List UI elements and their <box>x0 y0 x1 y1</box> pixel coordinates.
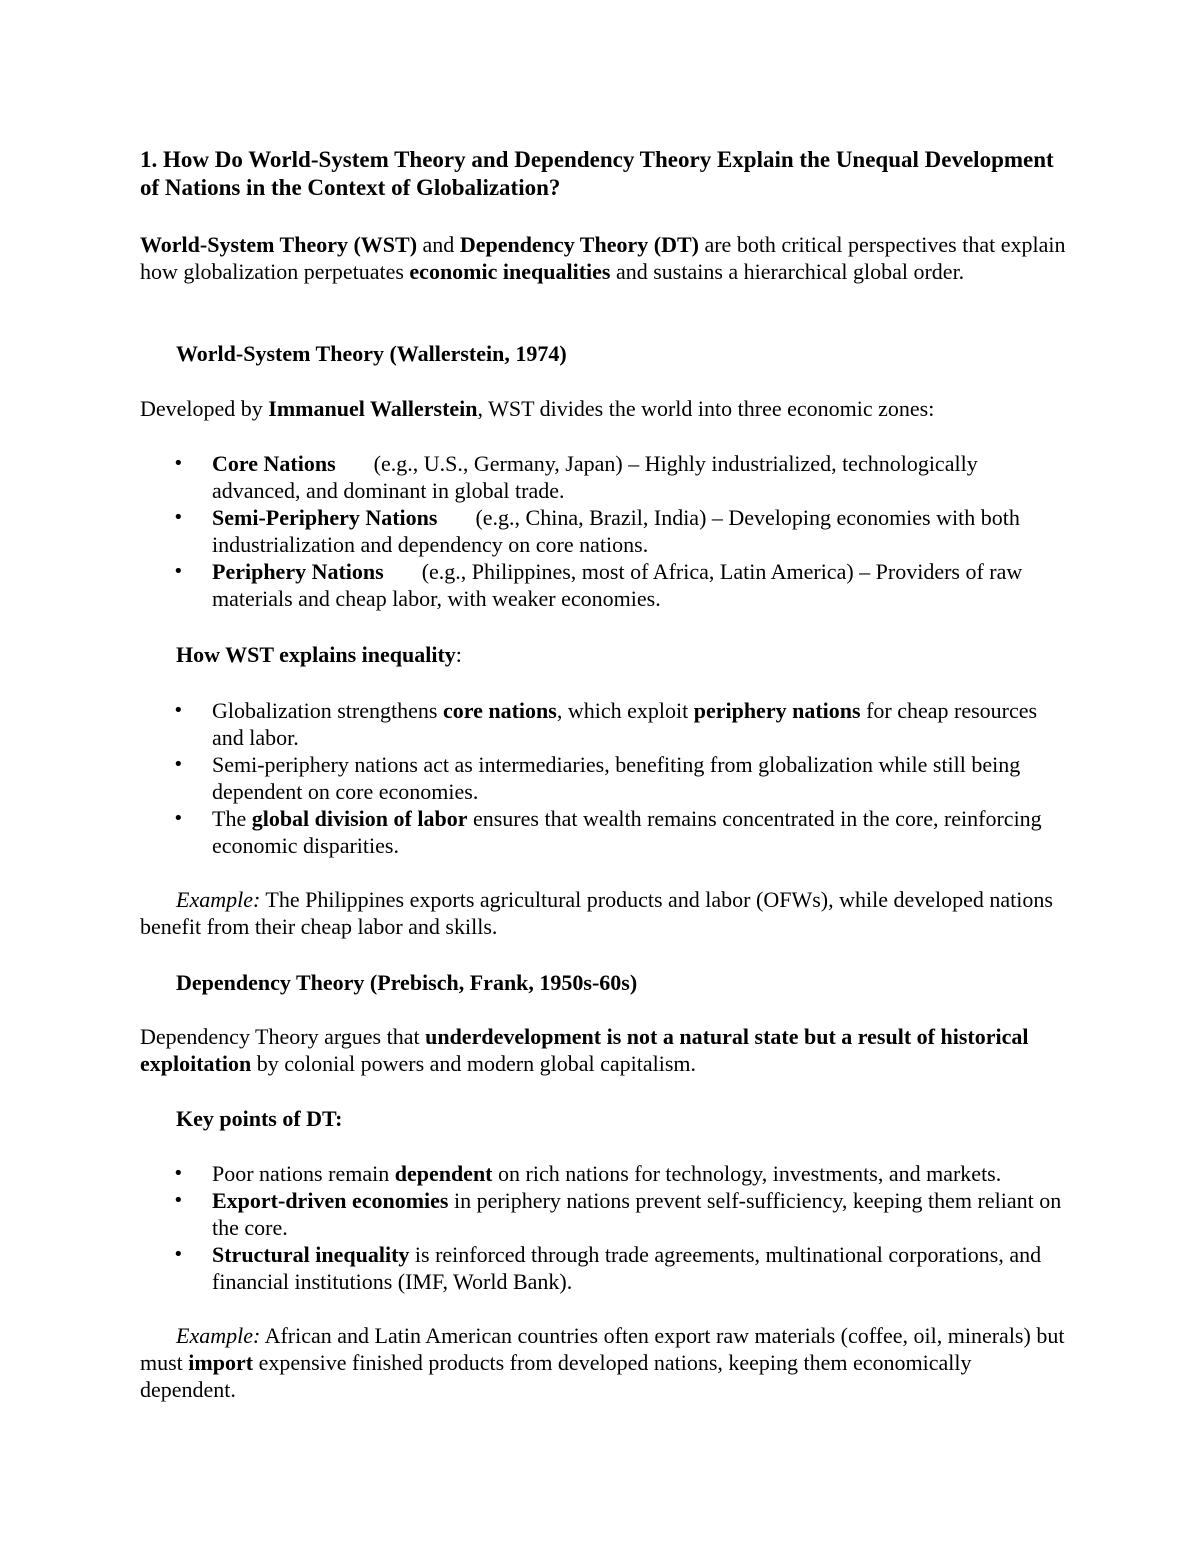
point-text: The <box>212 806 252 831</box>
example-label: Example: <box>176 1323 261 1348</box>
zone-text: (e.g., U.S., Germany, Japan) – Highly industrialized, technologically advanced, and dominant in global trade. <box>212 451 978 503</box>
point-text: ensures that wealth remains concentrated in the core, reinforcing economic disparities. <box>212 806 1042 858</box>
point-text: Poor nations remain <box>212 1161 395 1186</box>
dt-key-heading <box>176 1105 1070 1132</box>
example-text: expensive finished products from developed nations, keeping them economically dependent. <box>140 1350 972 1402</box>
example-text: African and Latin American countries often export raw materials (coffee, oil, minerals) but must <box>140 1323 1065 1375</box>
zone-name: Semi-Periphery Nations <box>212 505 438 530</box>
example-paragraph-1 <box>140 886 1070 940</box>
point-bold: core nations <box>442 698 557 723</box>
intro-term-wst: World-System Theory (WST) <box>140 232 418 257</box>
intro-term-inequalities: economic inequalities <box>409 259 611 284</box>
zone-text: (e.g., Philippines, most of Africa, Latin America) – Providers of raw materials and cheap labor, with weaker economies. <box>212 559 1023 611</box>
example-text: The Philippines exports agricultural products and labor (OFWs), while developed nations benefit from their cheap labor and skills. <box>140 887 1053 939</box>
point-bold: Export-driven economies <box>212 1188 449 1213</box>
zones-list <box>140 450 1070 612</box>
dt-heading <box>176 969 1070 996</box>
wst-intro-paragraph <box>140 395 1070 422</box>
dt-heading-text: Dependency Theory (Prebisch, Frank, 1950s-60s) <box>176 970 638 995</box>
zone-name: Core Nations <box>212 451 336 476</box>
list-item <box>140 805 1070 859</box>
list-item <box>140 1241 1070 1295</box>
zone-text: (e.g., China, Brazil, India) – Developing economies with both industrialization and dependency on core nations. <box>212 505 1020 557</box>
wst-heading <box>176 340 1070 367</box>
point-text: Globalization strengthens <box>212 698 443 723</box>
point-text: in periphery nations prevent self-sufficiency, keeping them reliant on the core. <box>212 1188 1062 1240</box>
list-item <box>140 697 1070 751</box>
intro-term-dt: Dependency Theory (DT) <box>459 232 699 257</box>
wst-heading-text: World-System Theory (Wallerstein, 1974) <box>176 341 567 366</box>
wst-points-list <box>140 697 1070 859</box>
list-item <box>140 1160 1070 1187</box>
wst-intro-text: Developed by <box>140 396 269 421</box>
wst-intro-text: , WST divides the world into three economic zones: <box>477 396 935 421</box>
dt-intro-text: Dependency Theory argues that <box>140 1024 426 1049</box>
list-item <box>140 1187 1070 1241</box>
point-text: is reinforced through trade agreements, multinational corporations, and financial institutions (IMF, World Bank). <box>212 1242 1042 1294</box>
point-bold: dependent <box>394 1161 493 1186</box>
list-item <box>140 558 1070 612</box>
point-text: , which exploit <box>556 698 694 723</box>
example-bold: import <box>188 1350 254 1375</box>
point-bold: periphery nations <box>693 698 861 723</box>
dt-points-list <box>140 1160 1070 1295</box>
point-bold: global division of labor <box>251 806 468 831</box>
point-text: for cheap resources and labor. <box>212 698 1038 750</box>
list-item <box>140 504 1070 558</box>
dt-key-heading-text: Key points of DT: <box>176 1106 343 1131</box>
dt-intro-text: by colonial powers and modern global capitalism. <box>251 1051 697 1076</box>
example-label: Example: <box>176 887 261 912</box>
wst-inequality-heading-text: How WST explains inequality <box>176 642 456 667</box>
dt-intro-paragraph <box>140 1023 1070 1077</box>
example-paragraph-2 <box>140 1322 1070 1403</box>
intro-text: are both critical perspectives that explain how globalization perpetuates <box>140 232 1066 284</box>
intro-text: and <box>417 232 460 257</box>
wst-inequality-heading-colon: : <box>455 642 462 667</box>
point-bold: Structural inequality <box>212 1242 410 1267</box>
zone-name: Periphery Nations <box>212 559 384 584</box>
intro-paragraph <box>140 231 1070 285</box>
intro-text: and sustains a hierarchical global order. <box>610 259 965 284</box>
point-text: on rich nations for technology, investments, and markets. <box>492 1161 1002 1186</box>
page-title: 1. How Do World-System Theory and Dependency Theory Explain the Unequal Development of Nations in the Context of Globalization? <box>140 147 1054 200</box>
list-item <box>140 450 1070 504</box>
wst-intro-author: Immanuel Wallerstein <box>268 396 478 421</box>
wst-inequality-heading <box>176 641 1070 668</box>
dt-intro-bold: underdevelopment is not a natural state but a result of historical exploitation <box>140 1024 1029 1076</box>
point-text: Semi-periphery nations act as intermediaries, benefiting from globalization while still being dependent on core economies. <box>212 752 1021 804</box>
list-item <box>140 751 1070 805</box>
